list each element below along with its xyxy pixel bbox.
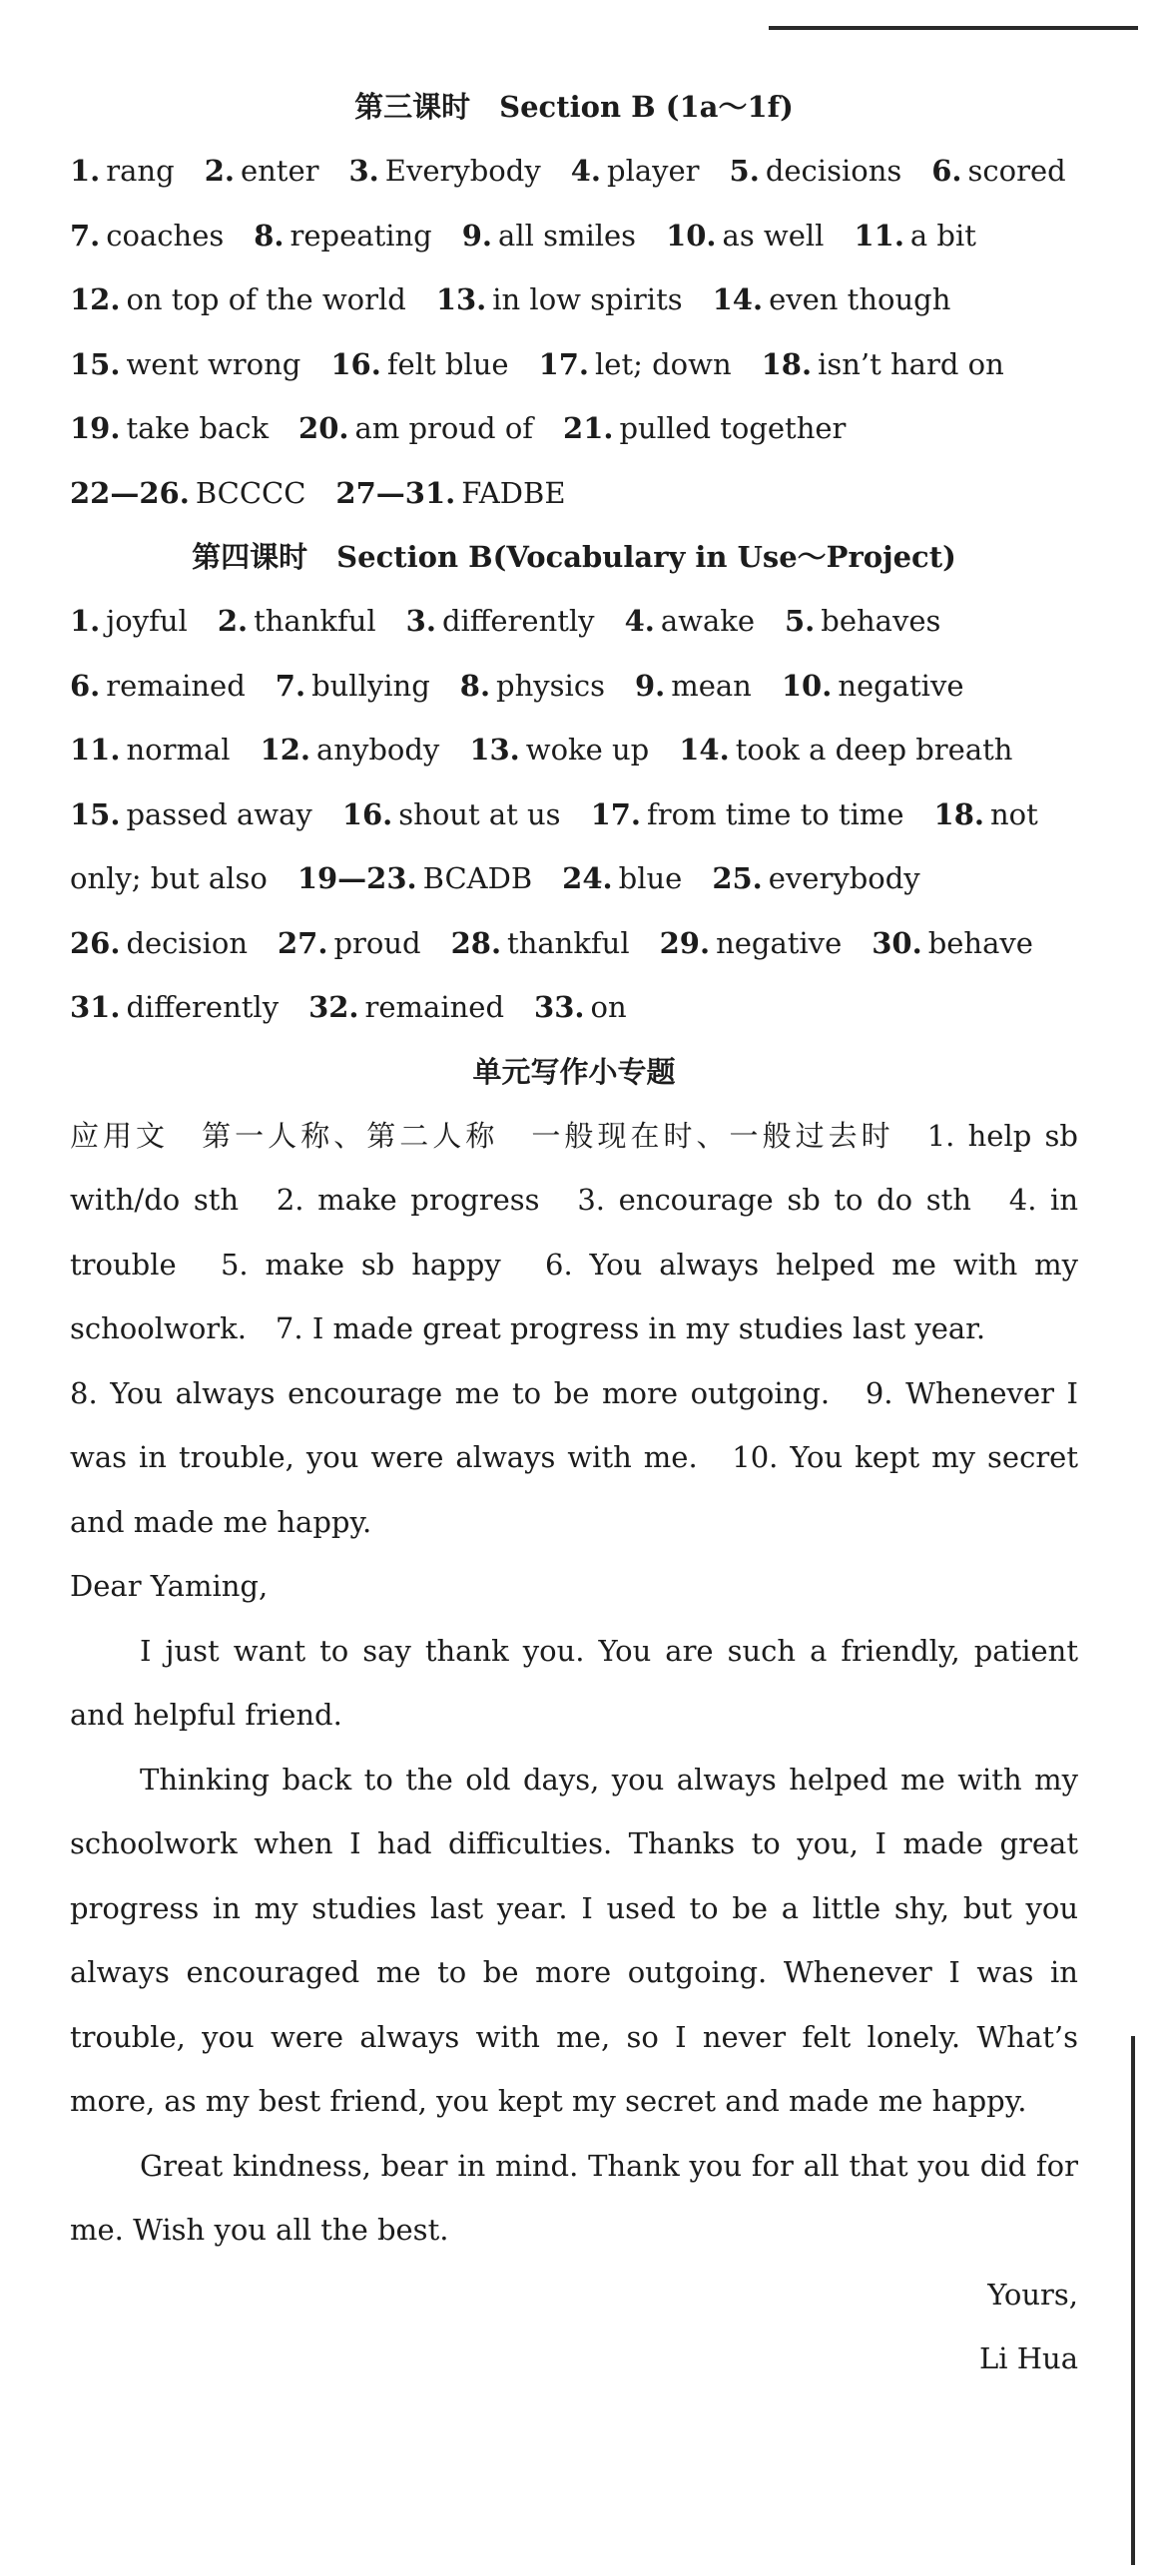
answer-number: 7. <box>275 668 306 703</box>
answer-line <box>70 782 1078 847</box>
answer-number: 9. <box>634 668 666 703</box>
answer-number: 2. <box>217 604 249 638</box>
answer-number: 14. <box>712 282 764 316</box>
answer-text: blue <box>618 861 683 895</box>
answer-line <box>70 846 1078 911</box>
answer-number: 14. <box>679 733 730 767</box>
answer-text: let; down <box>595 346 732 381</box>
answer-item <box>931 154 1065 188</box>
answer-text: all smiles <box>498 218 637 253</box>
answer-text: bullying <box>311 668 430 703</box>
section4-answers <box>70 589 1078 1040</box>
answer-item <box>70 669 246 703</box>
answer-item <box>562 861 682 895</box>
answer-number: 33. <box>534 990 585 1024</box>
letter-greeting: Dear Yaming, <box>70 1569 269 1603</box>
answer-number: 3. <box>405 604 436 638</box>
answer-item <box>70 990 279 1024</box>
letter-signature: Li Hua <box>978 2341 1078 2375</box>
answer-item <box>276 669 430 703</box>
answer-item <box>261 733 440 767</box>
answer-text: went wrong <box>126 346 301 381</box>
answer-text: BCADB <box>422 861 533 895</box>
answer-number: 4. <box>570 154 601 188</box>
answer-number: 25. <box>712 861 763 895</box>
answer-number: 11. <box>854 218 904 253</box>
answer-number: 17. <box>538 346 590 381</box>
section3-title: 第三课时 Section B (1a～1f) <box>354 90 794 124</box>
answer-text: not <box>989 796 1038 831</box>
answer-item <box>762 347 1004 381</box>
answer-item <box>730 154 902 188</box>
answer-line <box>70 975 1078 1040</box>
answer-item <box>342 797 561 831</box>
answer-number: 28. <box>450 925 502 960</box>
answer-item <box>591 797 904 831</box>
answer-line <box>70 332 1078 397</box>
answer-number: 7. <box>70 218 101 253</box>
answer-item <box>534 990 627 1024</box>
answer-number: 26. <box>70 925 121 960</box>
answer-text: pulled together <box>619 411 847 445</box>
answer-text: on top of the world <box>126 282 406 316</box>
answer-text: negative <box>716 925 843 960</box>
answer-text: as well <box>722 218 825 253</box>
answer-number: 29. <box>659 925 711 960</box>
answer-number: 18. <box>761 346 813 381</box>
section3-answers <box>70 139 1078 525</box>
answer-text: anybody <box>315 733 440 767</box>
answer-text: rang <box>106 154 175 188</box>
answer-number: 19—23. <box>296 861 417 895</box>
answer-text: everybody <box>768 861 920 895</box>
answer-number: 13. <box>435 282 487 316</box>
answer-item <box>70 219 224 253</box>
answer-item <box>679 733 1012 767</box>
answer-item <box>218 604 376 638</box>
answer-number: 1. <box>70 604 101 638</box>
answer-item <box>70 154 175 188</box>
answer-number: 15. <box>70 796 121 831</box>
answer-number: 15. <box>70 346 121 381</box>
answer-item <box>563 411 846 445</box>
answer-item <box>854 219 975 253</box>
answer-number: 17. <box>590 796 642 831</box>
answer-item <box>469 733 649 767</box>
answer-text: physics <box>496 668 605 703</box>
answer-line <box>70 654 1078 719</box>
answer-text: a bit <box>909 218 976 253</box>
answer-item <box>713 282 951 316</box>
answer-number: 1. <box>70 154 101 188</box>
answer-text: in low spirits <box>492 282 683 316</box>
answer-number: 16. <box>341 796 393 831</box>
answer-number: 22—26. <box>70 475 190 510</box>
answer-text: normal <box>126 733 231 767</box>
answer-number: 12. <box>260 733 310 767</box>
answer-item <box>308 990 504 1024</box>
answer-item <box>712 861 919 895</box>
letter-paragraph-2: Thinking back to the old days, you always helped me with my schoolwork when I had difficulties. Thanks to you, I made great progress in my studies last year. I used to be a little shy, but you always encouraged me to be more outgoing. Whenever I was in trouble, you were always with me, so I never felt lonely. What’s more, as my best friend, you kept my secret and made me happy. <box>70 1762 1078 2118</box>
answer-text: behaves <box>821 604 941 638</box>
answer-number: 6. <box>70 668 101 703</box>
answer-line <box>70 396 1078 461</box>
answer-item <box>70 476 305 510</box>
answer-line <box>70 718 1078 782</box>
answer-item <box>660 926 843 960</box>
answer-item <box>335 476 565 510</box>
answer-text: shout at us <box>398 796 561 831</box>
answer-text: remained <box>364 990 505 1024</box>
answer-item <box>70 604 188 638</box>
answer-number: 9. <box>461 218 493 253</box>
answer-number: 6. <box>931 154 962 188</box>
right-edge-rule <box>1131 2036 1135 2565</box>
answer-number: 11. <box>70 733 121 767</box>
answer-item <box>254 219 432 253</box>
answer-number: 27—31. <box>335 475 456 510</box>
answer-text: thankful <box>507 925 630 960</box>
answer-number: 27. <box>278 925 328 960</box>
answer-item <box>70 282 406 316</box>
answer-text: Everybody <box>384 154 541 188</box>
answer-text: enter <box>240 154 319 188</box>
writing-intro: 应用文 第一人称、第二人称 一般现在时、一般过去时 1. help sb with/do sth 2. make progress 3. encourage sb to do sth 4. in trouble 5. make sb happy 6. You always helped me with my schoolwork. 7. I made great progress in my studies last year. <box>70 1118 1078 1345</box>
answer-item <box>436 282 683 316</box>
answer-text: only; but also <box>70 861 268 895</box>
answer-item <box>635 669 752 703</box>
writing-title: 单元写作小专题 <box>472 1054 676 1089</box>
answer-number: 10. <box>666 218 717 253</box>
answer-number: 20. <box>298 411 349 445</box>
answer-number: 13. <box>469 733 520 767</box>
answer-text: even though <box>769 282 951 316</box>
answer-item <box>462 219 636 253</box>
answer-text: from time to time <box>647 796 904 831</box>
answer-line <box>70 911 1078 976</box>
writing-sentences: 8. You always encourage me to be more outgoing. 9. Whenever I was in trouble, you were always with me. 10. You kept my secret and made me happy. <box>70 1375 1078 1539</box>
answer-item <box>666 219 824 253</box>
answer-text: isn’t hard on <box>818 346 1004 381</box>
answer-number: 19. <box>70 411 121 445</box>
answer-number: 5. <box>729 154 760 188</box>
answer-item <box>782 669 964 703</box>
answer-text: decision <box>126 925 248 960</box>
answer-text: negative <box>838 668 964 703</box>
answer-number: 31. <box>70 990 121 1024</box>
answer-text: passed away <box>126 796 312 831</box>
section4-title: 第四课时 Section B(Vocabulary in Use～Project) <box>192 540 956 574</box>
answer-item <box>278 926 421 960</box>
answer-item <box>205 154 319 188</box>
answer-text: decisions <box>765 154 902 188</box>
answer-line <box>70 589 1078 654</box>
answer-item <box>297 861 532 895</box>
answer-text: differently <box>126 990 280 1024</box>
answer-text: proud <box>333 925 421 960</box>
answer-text: on <box>590 990 627 1024</box>
answer-text: player <box>607 154 700 188</box>
answer-line <box>70 139 1078 204</box>
answer-text: joyful <box>106 604 188 638</box>
answer-item <box>70 861 268 895</box>
answer-text: BCCCC <box>195 475 306 510</box>
answer-item <box>934 797 1038 831</box>
letter-paragraph-3: Great kindness, bear in mind. Thank you for all that you did for me. Wish you all the best. <box>70 2148 1078 2247</box>
answer-number: 32. <box>308 990 359 1024</box>
answer-number: 21. <box>563 411 614 445</box>
answer-item <box>298 411 533 445</box>
answer-item <box>406 604 595 638</box>
answer-item <box>460 669 605 703</box>
answer-line <box>70 461 1078 526</box>
letter-closing: Yours, <box>987 2277 1078 2312</box>
answer-item <box>330 347 508 381</box>
answer-text: differently <box>441 604 595 638</box>
answer-text: mean <box>671 668 752 703</box>
answer-text: behave <box>927 925 1033 960</box>
answer-item <box>539 347 732 381</box>
answer-item <box>872 926 1033 960</box>
answer-item <box>785 604 940 638</box>
answer-item <box>451 926 630 960</box>
answer-number: 16. <box>330 346 381 381</box>
answer-number: 5. <box>784 604 816 638</box>
answer-number: 18. <box>933 796 984 831</box>
answer-number: 12. <box>70 282 121 316</box>
top-edge-rule <box>769 26 1138 30</box>
answer-number: 3. <box>348 154 379 188</box>
answer-number: 24. <box>562 861 613 895</box>
answer-text: woke up <box>525 733 650 767</box>
answer-item <box>571 154 700 188</box>
answer-text: awake <box>660 604 755 638</box>
answer-item <box>625 604 755 638</box>
answer-number: 8. <box>254 218 285 253</box>
answer-text: am proud of <box>354 411 534 445</box>
answer-number: 8. <box>459 668 491 703</box>
answer-item <box>70 411 269 445</box>
answer-text: scored <box>967 154 1066 188</box>
answer-text: repeating <box>290 218 432 253</box>
answer-text: thankful <box>254 604 376 638</box>
answer-text: FADBE <box>461 475 566 510</box>
answer-number: 4. <box>624 604 655 638</box>
answer-text: took a deep breath <box>735 733 1013 767</box>
answer-item <box>70 347 300 381</box>
answer-item <box>70 926 248 960</box>
answer-text: take back <box>126 411 270 445</box>
answer-item <box>349 154 541 188</box>
answer-number: 2. <box>204 154 235 188</box>
answer-item <box>70 797 312 831</box>
letter-paragraph-1: I just want to say thank you. You are such a friendly, patient and helpful friend. <box>70 1633 1078 1732</box>
answer-text: remained <box>106 668 246 703</box>
answer-item <box>70 733 231 767</box>
answer-text: felt blue <box>386 346 509 381</box>
answer-text: coaches <box>106 218 225 253</box>
answer-line <box>70 204 1078 268</box>
answer-number: 30. <box>872 925 922 960</box>
answer-line <box>70 267 1078 332</box>
answer-page <box>70 75 1078 2391</box>
answer-number: 10. <box>781 668 833 703</box>
